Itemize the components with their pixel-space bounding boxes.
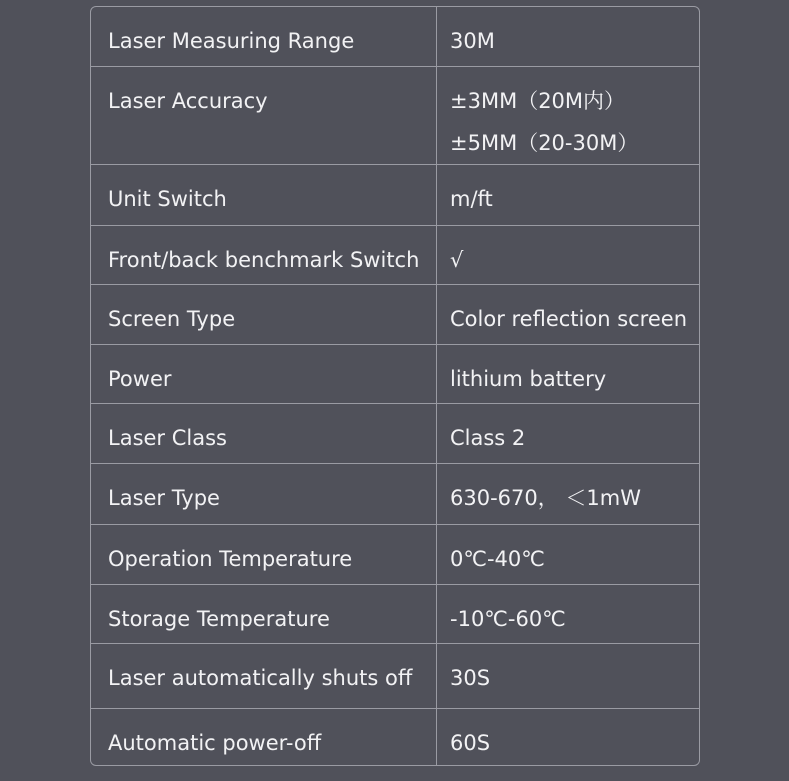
spec-row-power	[91, 344, 699, 403]
spec-label: Laser Type	[91, 464, 437, 524]
spec-value-line: 60S	[450, 731, 491, 755]
spec-value-line: ±3MM（20M内）	[450, 89, 626, 113]
spec-label: Laser Measuring Range	[91, 7, 437, 66]
spec-label: Storage Temperature	[91, 585, 437, 643]
spec-value-line: Class 2	[450, 426, 526, 450]
spec-label: Operation Temperature	[91, 525, 437, 584]
spec-value-line: 630-670， ＜1mW	[450, 486, 641, 510]
spec-label: Power	[91, 345, 437, 403]
spec-row-storage-temperature	[91, 584, 699, 643]
spec-row-benchmark-switch	[91, 225, 699, 284]
spec-value-line: -10℃-60℃	[450, 607, 566, 631]
spec-value	[437, 585, 699, 643]
spec-value-line: 30S	[450, 666, 491, 690]
spec-value-line: 0℃-40℃	[450, 547, 545, 571]
spec-value-line: m/ft	[450, 187, 493, 211]
spec-row-accuracy	[91, 66, 699, 164]
spec-value-line: lithium battery	[450, 367, 607, 391]
spec-row-screen-type	[91, 284, 699, 344]
spec-value	[437, 67, 699, 164]
spec-value-line: Color reflection screen	[450, 307, 687, 331]
spec-value	[437, 644, 699, 708]
spec-label: Laser Class	[91, 404, 437, 463]
spec-label: Front/back benchmark Switch	[91, 226, 437, 284]
spec-table	[90, 6, 700, 766]
spec-row-unit-switch	[91, 164, 699, 225]
spec-value-line: ±5MM（20-30M）	[450, 131, 639, 155]
spec-value	[437, 525, 699, 584]
spec-row-laser-shutoff	[91, 643, 699, 708]
spec-value	[437, 464, 699, 524]
spec-label: Laser automatically shuts off	[91, 644, 437, 708]
spec-value	[437, 709, 699, 765]
spec-value	[437, 7, 699, 66]
spec-value-line: 30M	[450, 29, 495, 53]
spec-label: Screen Type	[91, 285, 437, 344]
check-mark-icon: √	[450, 248, 464, 272]
spec-value	[437, 165, 699, 225]
spec-row-auto-power-off	[91, 708, 699, 765]
spec-label: Automatic power-off	[91, 709, 437, 765]
spec-row-laser-type	[91, 463, 699, 524]
spec-label: Laser Accuracy	[91, 67, 437, 164]
spec-row-laser-class	[91, 403, 699, 463]
spec-row-measuring-range	[91, 7, 699, 66]
spec-value	[437, 404, 699, 463]
spec-label: Unit Switch	[91, 165, 437, 225]
spec-value	[437, 226, 699, 284]
spec-value	[437, 345, 699, 403]
spec-value	[437, 285, 699, 344]
spec-row-operation-temperature	[91, 524, 699, 584]
